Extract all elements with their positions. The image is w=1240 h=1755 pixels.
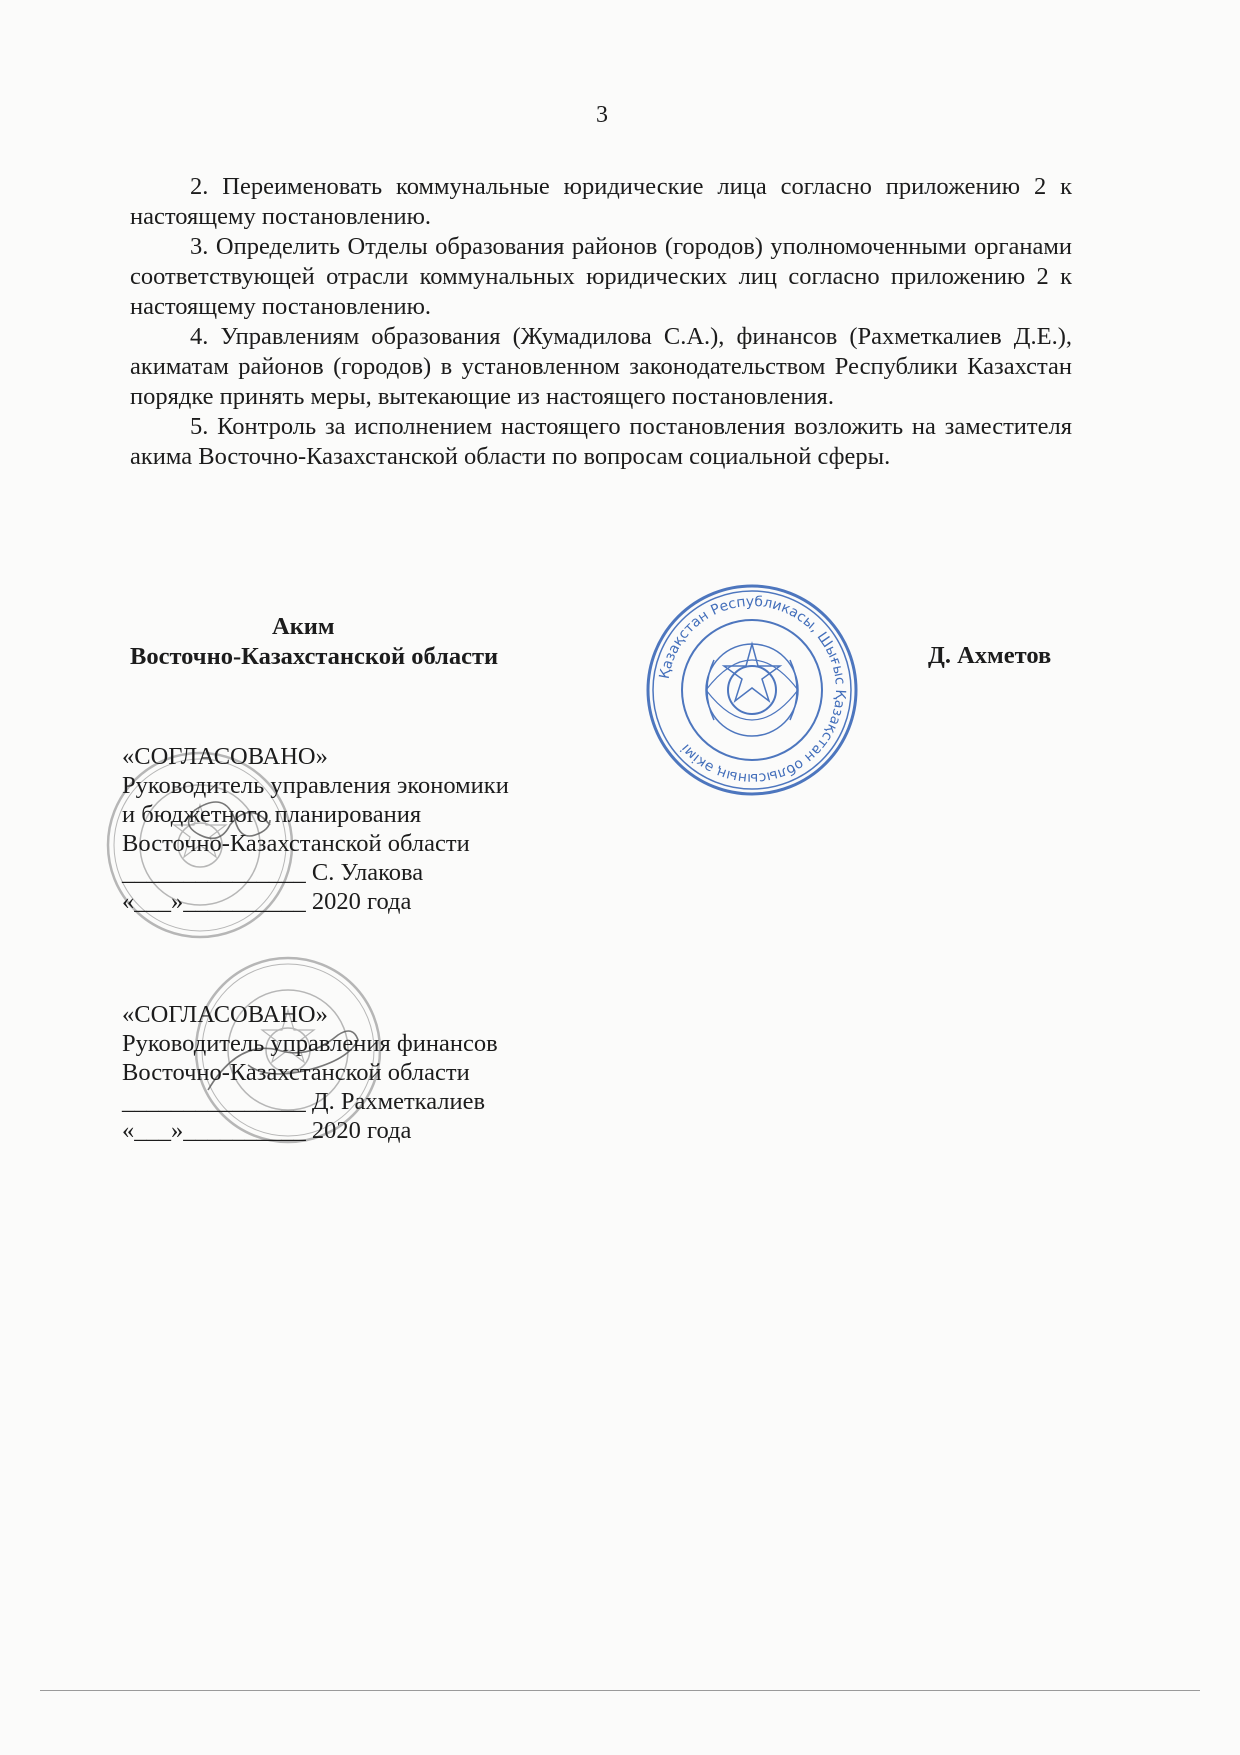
approval-finance <box>122 1000 498 1145</box>
approval-header: «СОГЛАСОВАНО» <box>122 1001 328 1028</box>
approval-date-line: «___»__________ 2020 года <box>122 888 412 915</box>
approval-signature-line: _______________ Д. Рахметкалиев <box>122 1088 486 1115</box>
signatory-region: Восточно-Казахстанской области <box>130 643 499 670</box>
approval-position: Восточно-Казахстанской области <box>122 1059 470 1086</box>
approval-position: Руководитель управления финансов <box>122 1030 498 1057</box>
approval-economy <box>122 742 509 916</box>
scan-edge-line <box>40 1690 1200 1691</box>
stamp-ring-text: Қазақстан Республикасы, Шығыс Қазақстан облысының әкімі <box>656 593 849 787</box>
paragraph-2: 2. Переименовать коммунальные юридические лица согласно приложению 2 к настоящему постановлению. <box>130 173 1072 230</box>
signatory-name: Д. Ахметов <box>928 642 1052 669</box>
page-number: 3 <box>596 102 608 128</box>
approval-position: и бюджетного планирования <box>122 801 422 828</box>
paragraph-4: 4. Управлениям образования (Жумадилова С.А.), финансов (Рахметкалиев Д.Е.), акиматам районов (городов) в установленном законодательством Республики Казахстан порядке принять меры, вытекающие из настоящего постановления. <box>130 323 1072 410</box>
approval-position: Восточно-Казахстанской области <box>122 830 470 857</box>
signatory-title: Аким <box>272 613 335 640</box>
decree-body <box>130 172 1072 472</box>
paragraph-5: 5. Контроль за исполнением настоящего постановления возложить на заместителя акима Восточно-Казахстанской области по вопросам социальной сферы. <box>130 413 1072 470</box>
paragraph-3: 3. Определить Отделы образования районов (городов) уполномоченными органами соответствующей отрасли коммунальных юридических лиц согласно приложению 2 к настоящему постановлению. <box>130 233 1072 320</box>
approval-position: Руководитель управления экономики <box>122 772 509 799</box>
approval-signature-line: _______________ С. Улакова <box>122 859 424 886</box>
signature-block <box>130 612 498 672</box>
official-stamp <box>642 580 862 800</box>
approval-header: «СОГЛАСОВАНО» <box>122 743 328 770</box>
approval-date-line: «___»__________ 2020 года <box>122 1117 412 1144</box>
